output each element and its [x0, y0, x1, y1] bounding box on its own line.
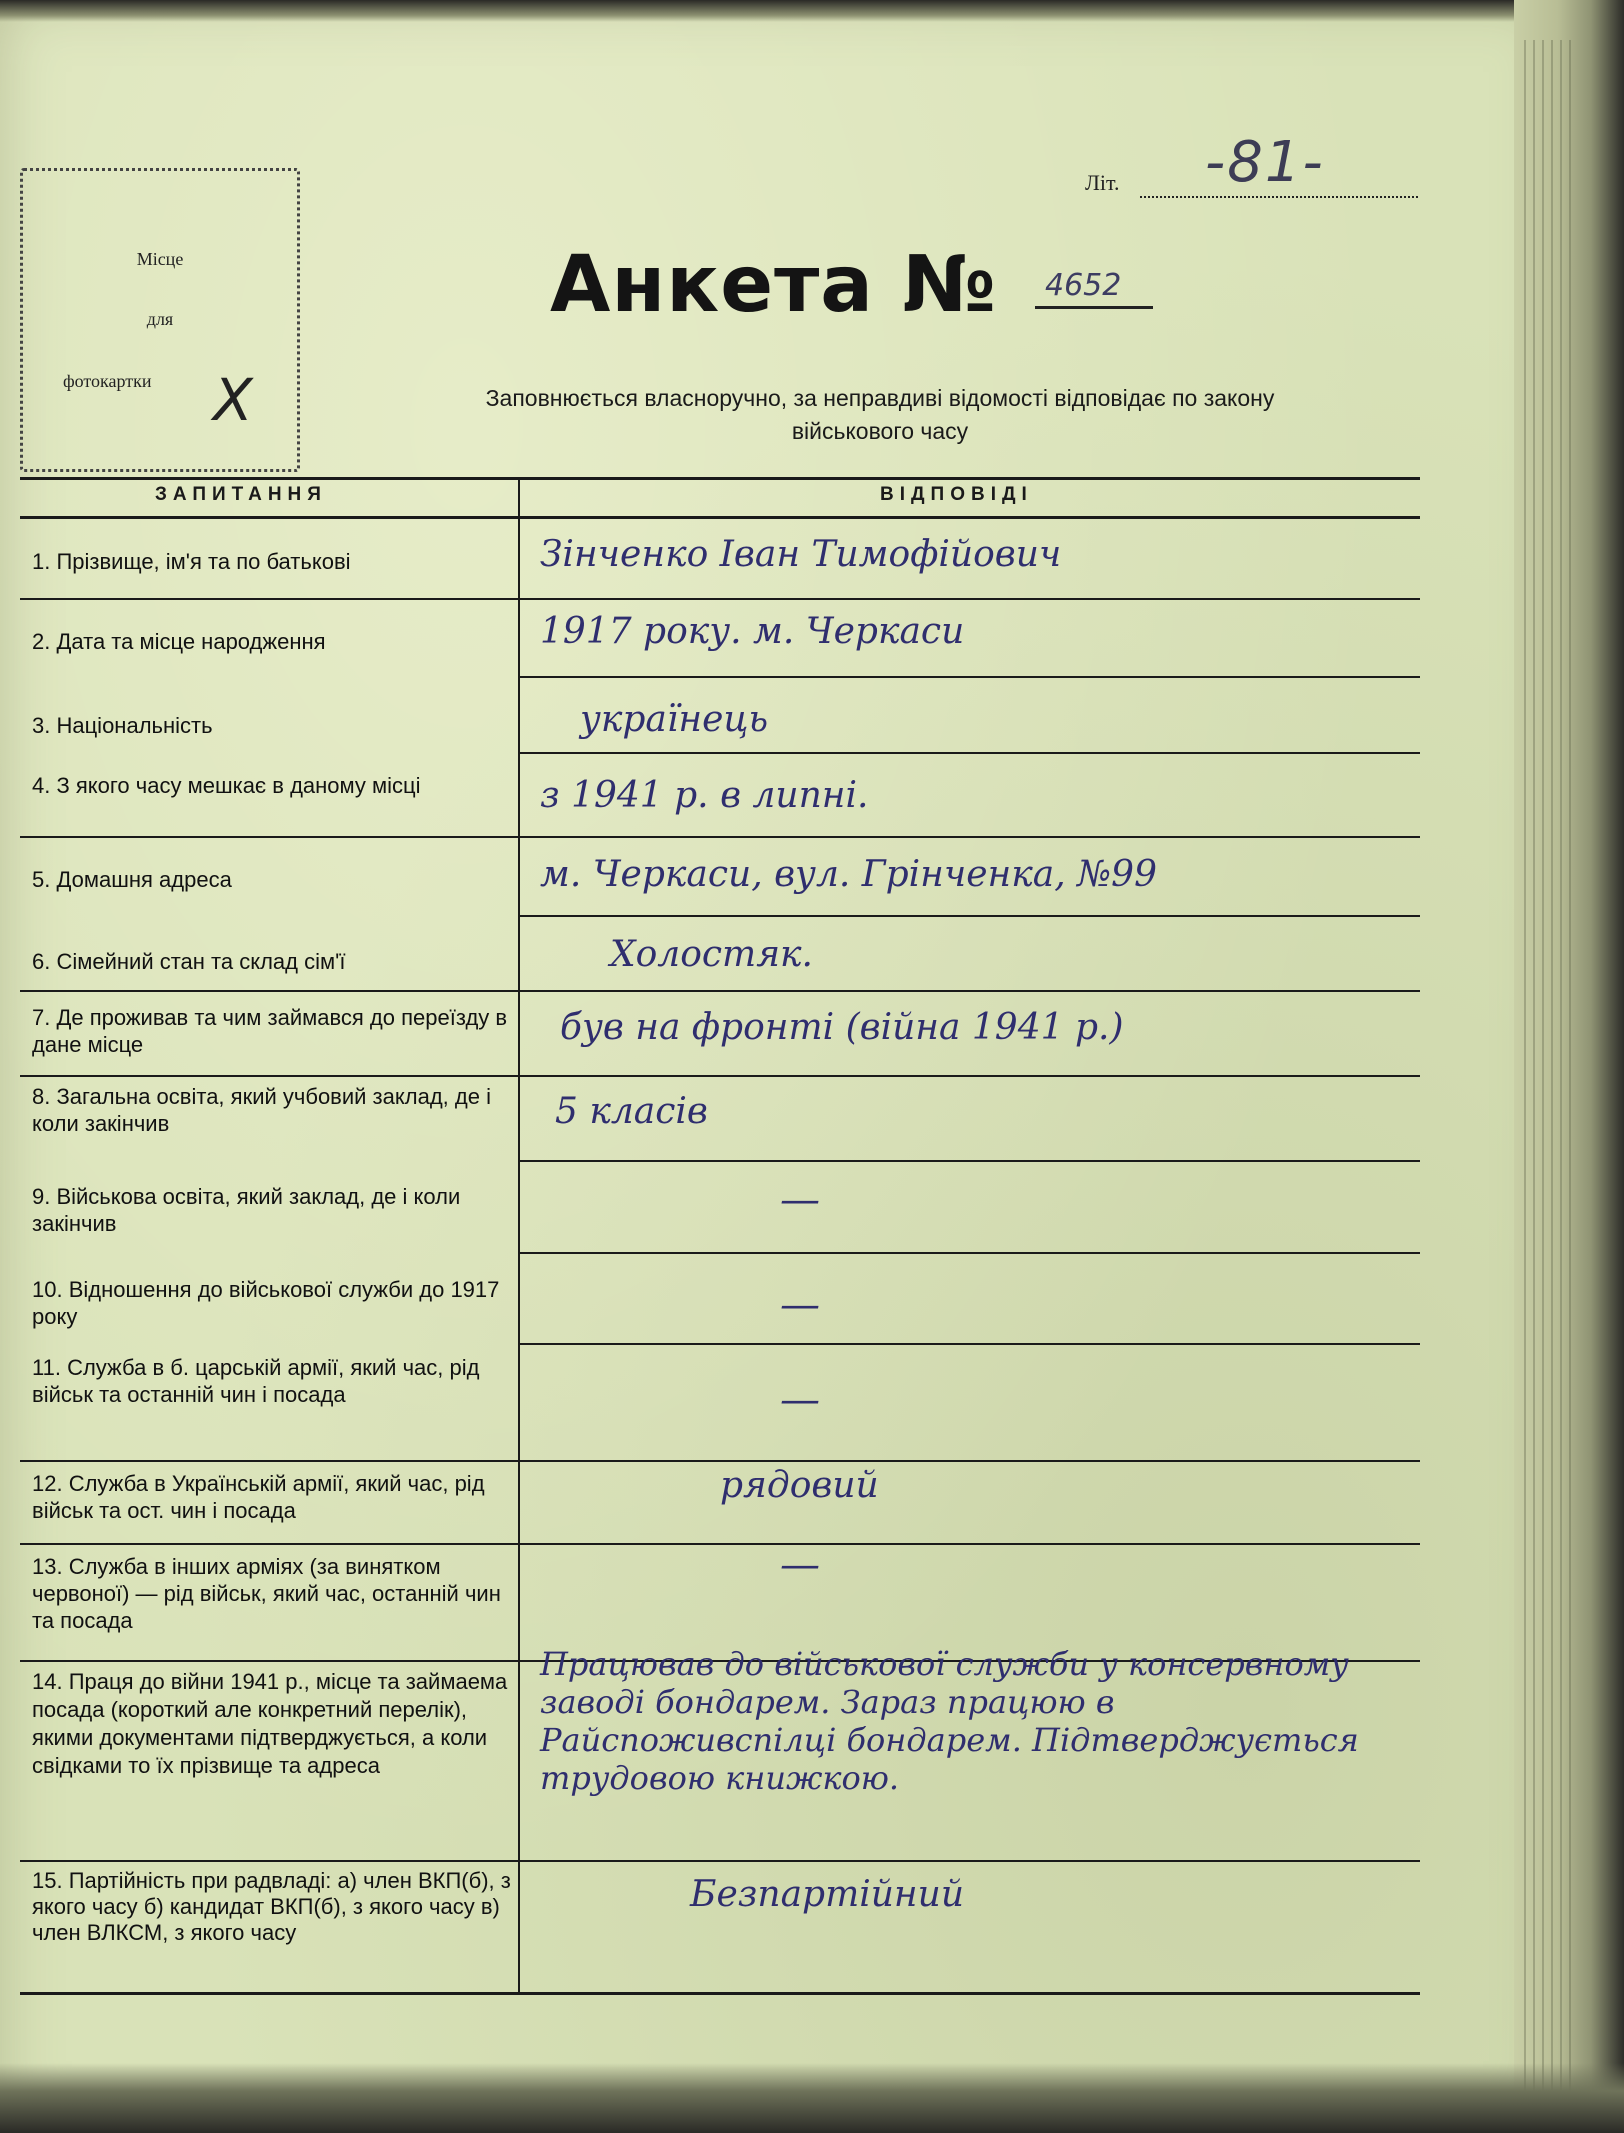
question-3: 3. Національність: [32, 713, 213, 738]
photo-mark: X: [213, 366, 253, 434]
answer-11: —: [780, 1377, 820, 1423]
form-subtitle: [330, 382, 1430, 448]
question-9: 9. Військова освіта, який заклад, де і коли закінчив: [32, 1184, 461, 1236]
question-12: 12. Служба в Українській армії, який час, рід військ та ост. чин і посада: [32, 1471, 485, 1523]
photo-label-1: Місце: [136, 249, 184, 269]
question-11: 11. Служба в б. царській армії, який час, рід військ та останній чин і посада: [32, 1355, 480, 1407]
row-divider: [20, 990, 1420, 992]
answer-6: Холостяк.: [610, 934, 813, 975]
page-bottom-edge: [0, 2063, 1624, 2133]
form-title: Анкета №: [550, 240, 997, 330]
answer-10: —: [780, 1282, 820, 1328]
row-divider: [20, 1075, 1420, 1077]
table-bottom-border: [20, 1992, 1420, 1995]
photo-label-2: для: [146, 309, 174, 329]
answer-8: 5 класів: [555, 1091, 708, 1132]
column-header-questions: ЗАПИТАННЯ: [155, 484, 327, 505]
table-top-border: [20, 477, 1420, 480]
photo-placeholder: [20, 168, 300, 472]
photo-label-3: фотокартки: [63, 371, 152, 391]
subtitle-line-1: Заповнюється власноручно, за неправдиві відомості відповідає по закону: [485, 385, 1275, 411]
question-10: 10. Відношення до військової служби до 1917 року: [32, 1277, 500, 1329]
question-5: 5. Домашня адреса: [32, 867, 232, 892]
question-2: 2. Дата та місце народження: [32, 629, 326, 654]
answer-1: Зінченко Іван Тимофійович: [540, 534, 1062, 575]
row-divider: [20, 836, 1420, 838]
form-number-underline: [1035, 306, 1153, 309]
subtitle-line-2: військового часу: [791, 418, 969, 444]
answer-3: українець: [580, 699, 769, 740]
book-spine-edge: [1514, 0, 1624, 2133]
question-13: 13. Служба в інших арміях (за винятком червоної) — рід військ, який час, останній чин та посада: [32, 1554, 501, 1633]
row-divider: [520, 1252, 1420, 1254]
row-divider: [520, 752, 1420, 754]
answer-4: з 1941 р. в липні.: [540, 775, 869, 816]
row-divider: [520, 676, 1420, 678]
answer-9: —: [780, 1177, 820, 1223]
question-7: 7. Де проживав та чим займався до переїзду в дане місце: [32, 1005, 508, 1057]
question-14: 14. Праця до війни 1941 р., місце та займаема посада (короткий але конкретний перелік), якими документами підтверджується, а коли свідками то їх прізвище та адреса: [32, 1669, 508, 1778]
row-divider: [520, 1343, 1420, 1345]
answer-7: був на фронті (війна 1941 р.): [560, 1007, 1124, 1048]
question-6: 6. Сімейний стан та склад сім'ї: [32, 949, 346, 974]
row-divider: [20, 1860, 1420, 1862]
row-divider: [20, 1460, 1420, 1462]
answer-2: 1917 року. м. Черкаси: [540, 611, 965, 652]
lit-label: Літ.: [1085, 170, 1120, 195]
column-header-answers: ВІДПОВІДІ: [880, 484, 1033, 505]
header-bottom-border: [20, 516, 1420, 519]
row-divider: [520, 1160, 1420, 1162]
form-number: 4652: [1045, 268, 1122, 303]
answer-5: м. Черкаси, вул. Грінченка, №99: [540, 854, 1157, 895]
answer-13: —: [780, 1542, 820, 1588]
question-8: 8. Загальна освіта, який учбовий заклад, де і коли закінчив: [32, 1084, 491, 1136]
lit-underline: [1140, 196, 1418, 198]
row-divider: [20, 598, 1420, 600]
question-1: 1. Прізвище, ім'я та по батькові: [32, 549, 351, 574]
row-divider: [520, 915, 1420, 917]
lit-number: -81-: [1205, 130, 1325, 195]
question-15: 15. Партійність при радвладі: а) член ВКП(б), з якого часу б) кандидат ВКП(б), з якого часу в) член ВЛКСМ, з якого часу: [32, 1868, 511, 1945]
answer-15: Безпартійний: [690, 1874, 965, 1915]
answer-14: Працював до військової служби у консервному заводі бондарем. Зараз працюю в Райспоживспілці бондарем. Підтверджується трудовою книжкою.: [540, 1645, 1359, 1797]
page-top-edge: [0, 0, 1555, 22]
answer-12: рядовий: [720, 1465, 879, 1506]
question-4: 4. З якого часу мешкає в даному місці: [32, 773, 421, 798]
